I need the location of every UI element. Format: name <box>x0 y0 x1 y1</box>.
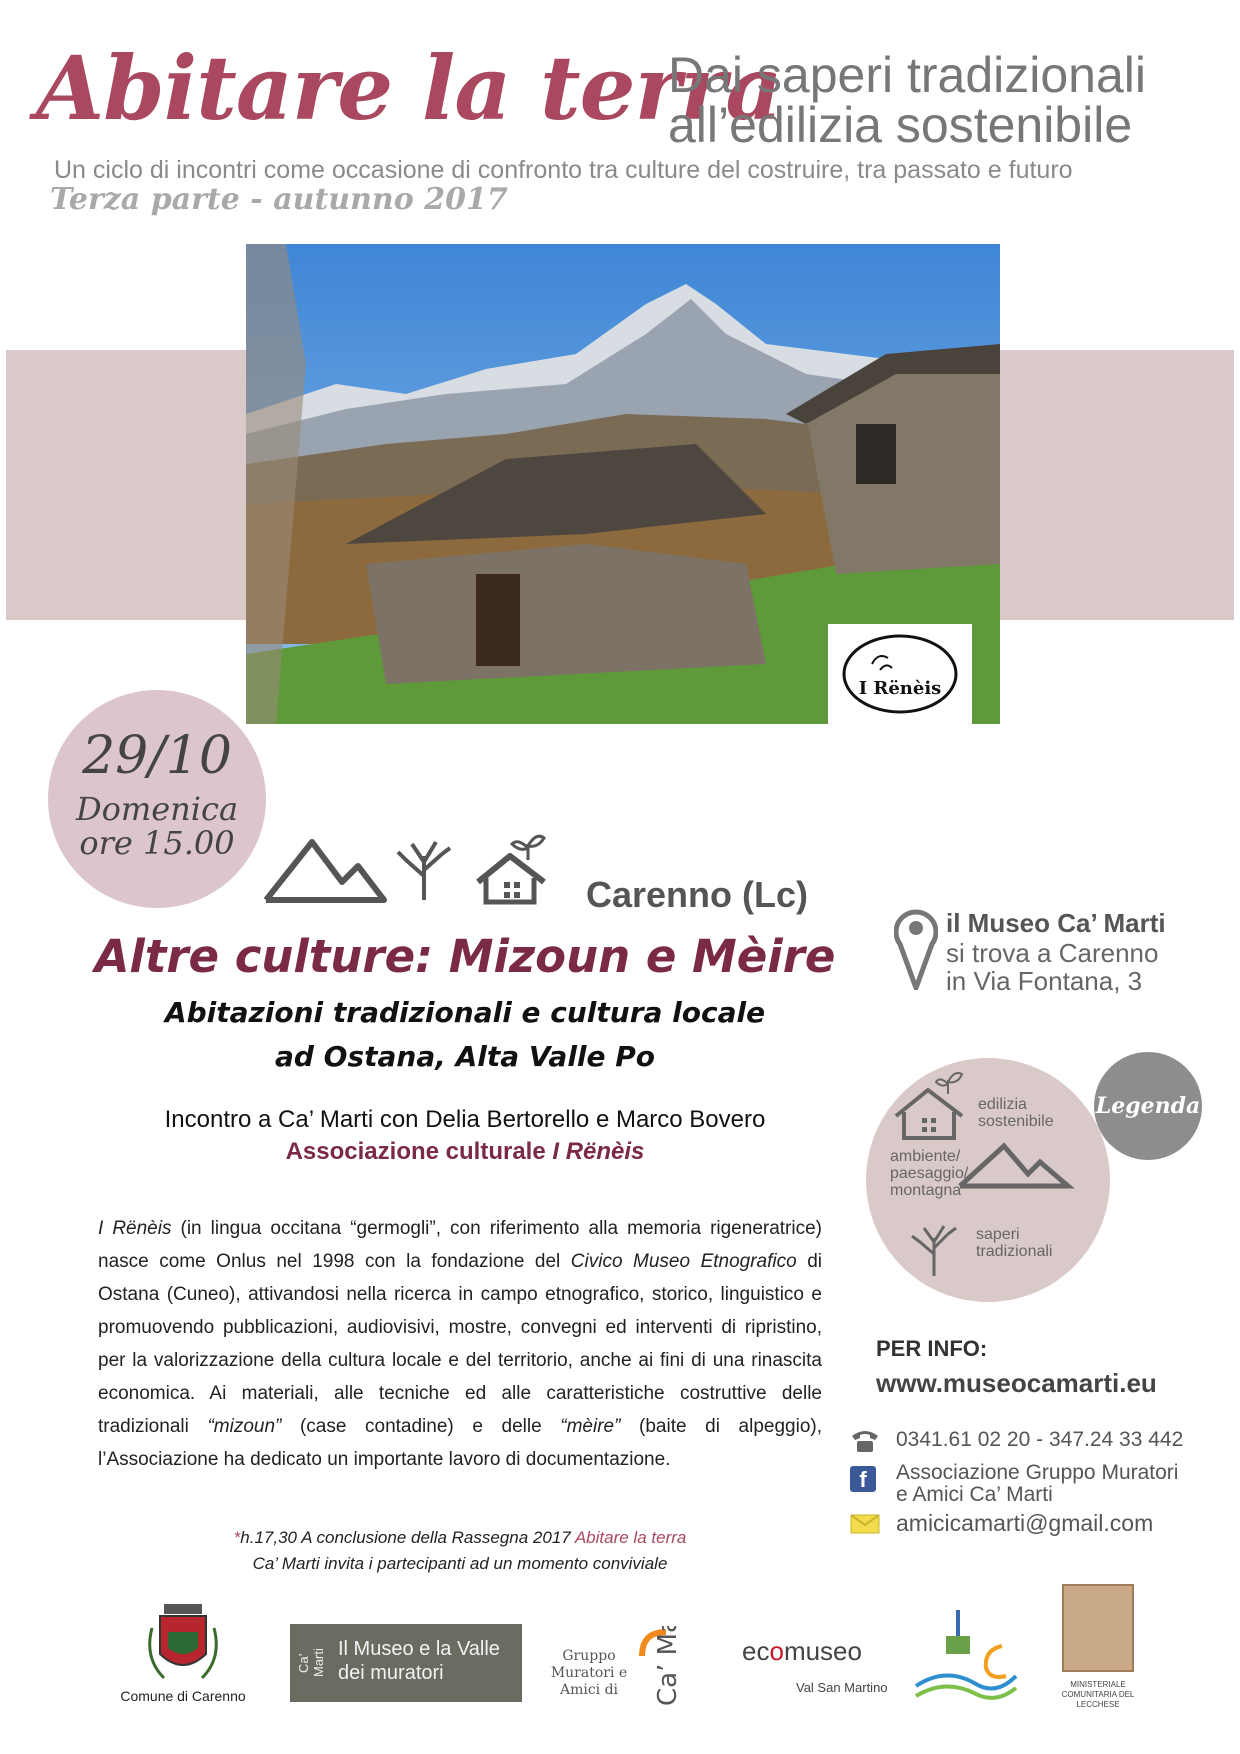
camarti-mark-text: Ca’ Marti <box>653 1626 683 1706</box>
legend-tree-icon <box>912 1226 956 1276</box>
mail-icon <box>850 1514 880 1534</box>
body-emph-mizoun: “mizoun” <box>207 1416 282 1437</box>
subtitle-line-2: all’edilizia sostenibile <box>668 97 1133 153</box>
event-title: Altre culture: Mizoun e Mèire <box>94 930 836 983</box>
note-star: * <box>233 1528 241 1547</box>
mountain-icon <box>266 842 384 900</box>
museo-valle-line-1: Il Museo e la Valle <box>338 1638 500 1660</box>
event-time: ore 15.00 <box>79 824 235 862</box>
event-weekday: Domenica <box>75 790 239 828</box>
date-circle <box>48 690 266 908</box>
note-accent: Abitare la terra <box>574 1528 687 1547</box>
legend-badge: Legenda <box>1094 1052 1202 1160</box>
reneis-logo-text: I Rënèis <box>858 678 942 699</box>
museo-valle-line-2: dei muratori <box>338 1662 444 1684</box>
event-date: 29/10 <box>82 726 232 786</box>
tagline: Un ciclo di incontri come occasione di confronto tra culture del costruire, tra passato e futuro <box>54 156 1073 184</box>
series-label: Terza parte - autunno 2017 <box>50 182 508 217</box>
event-subtitle-2: ad Ostana, Alta Valle Po <box>274 1040 656 1073</box>
gruppo-muratori-logo-text: Gruppo Muratori e Amici di <box>550 1648 628 1698</box>
facebook-icon[interactable]: f <box>850 1466 876 1492</box>
body-text-4: (baite di alpeggio), l’Associazione ha dedicato un importante lavoro di documentazione. <box>98 1416 823 1470</box>
phone-icon <box>848 1426 882 1454</box>
place-label: Carenno (Lc) <box>586 874 809 915</box>
ecomuseo-subtitle: Val San Martino <box>796 1680 888 1695</box>
location-pin-icon <box>894 904 938 990</box>
ecomuseo-logo <box>742 1636 862 1667</box>
comune-label: Comune di Carenno <box>120 1688 246 1704</box>
camarti-mark-logo <box>636 1626 700 1712</box>
event-subtitle-1: Abitazioni tradizionali e cultura locale <box>164 996 766 1029</box>
body-text-3: (case contadine) e delle <box>281 1416 561 1437</box>
legend-ambiente-label: ambiente/ paesaggio/ montagna <box>890 1148 969 1199</box>
phone-numbers: 0341.61 02 20 - 347.24 33 442 <box>896 1428 1184 1451</box>
description-paragraph <box>98 1212 822 1476</box>
note-line-1 <box>98 1528 822 1548</box>
note-text: h.17,30 A conclusione della Rassegna 2017 <box>240 1528 575 1547</box>
museum-name: il Museo Ca’ Marti <box>946 908 1166 938</box>
ecomuseo-text-o: o <box>769 1636 784 1666</box>
body-text-1: (in lingua occitana “germogli”, con riferimento alla memoria rigeneratrice) nasce come Onlus nel 1998 con la fondazione del <box>98 1218 822 1272</box>
body-emph-reneis: I Rënèis <box>98 1218 172 1239</box>
facebook-page-line-1[interactable]: Associazione Gruppo Muratori <box>896 1461 1179 1484</box>
ecomuseo-text-a: ec <box>742 1636 770 1666</box>
main-title: Abitare la terra <box>36 36 782 140</box>
facebook-page-line-2[interactable]: e Amici Ca’ Marti <box>896 1483 1053 1506</box>
tree-icon <box>398 842 450 900</box>
house-icon <box>478 836 544 902</box>
association-line <box>0 1138 930 1166</box>
body-text-2: di Ostana (Cuneo), attivandosi nella ricerca in campo etnografico, storico, linguistico e promuovendo pubblicazioni, audiovisivi, mostre, convegni ed interventi di ripristino, per la valorizzazione della cultura locale e del territorio, anche ai fini di una rinascita economica. Ai materiali, alle tecniche ed alle caratteristiche costruttive delle tradizionali <box>98 1251 822 1437</box>
note-line-2: Ca’ Marti invita i partecipanti ad un momento conviviale <box>252 1554 668 1573</box>
category-icons <box>264 826 554 906</box>
museo-valle-tag: Ca’ Marti <box>296 1648 326 1678</box>
association-prefix: Associazione culturale <box>285 1138 553 1165</box>
body-emph-meire: “mèire” <box>560 1416 621 1437</box>
legend-house-icon <box>896 1073 962 1138</box>
bcc-painting-logo <box>1062 1584 1134 1672</box>
ecomuseo-text-b: museo <box>783 1636 862 1666</box>
speakers-line: Incontro a Ca’ Marti con Delia Bertorello e Marco Bovero <box>164 1106 766 1133</box>
museum-location-1: si trova a Carenno <box>946 938 1159 968</box>
bcc-label: MINISTERIALE COMUNITARIA DEL LECCHESE <box>1061 1680 1135 1709</box>
legend-saperi-label: saperi tradizionali <box>976 1226 1053 1260</box>
museum-address: in Via Fontana, 3 <box>946 966 1143 996</box>
association-name: I Rënèis <box>552 1138 645 1165</box>
region-logo <box>906 1606 1026 1706</box>
subtitle-line-1: Dai saperi tradizionali <box>668 47 1147 103</box>
reneis-logo <box>828 624 972 724</box>
info-website-link[interactable]: www.museocamarti.eu <box>876 1368 1157 1398</box>
email-link[interactable]: amicicamarti@gmail.com <box>896 1510 1154 1536</box>
info-title: PER INFO: <box>876 1336 988 1361</box>
legend-edilizia-label: edilizia sostenibile <box>978 1096 1054 1130</box>
body-emph-museo: Civico Museo Etnografico <box>570 1251 797 1272</box>
